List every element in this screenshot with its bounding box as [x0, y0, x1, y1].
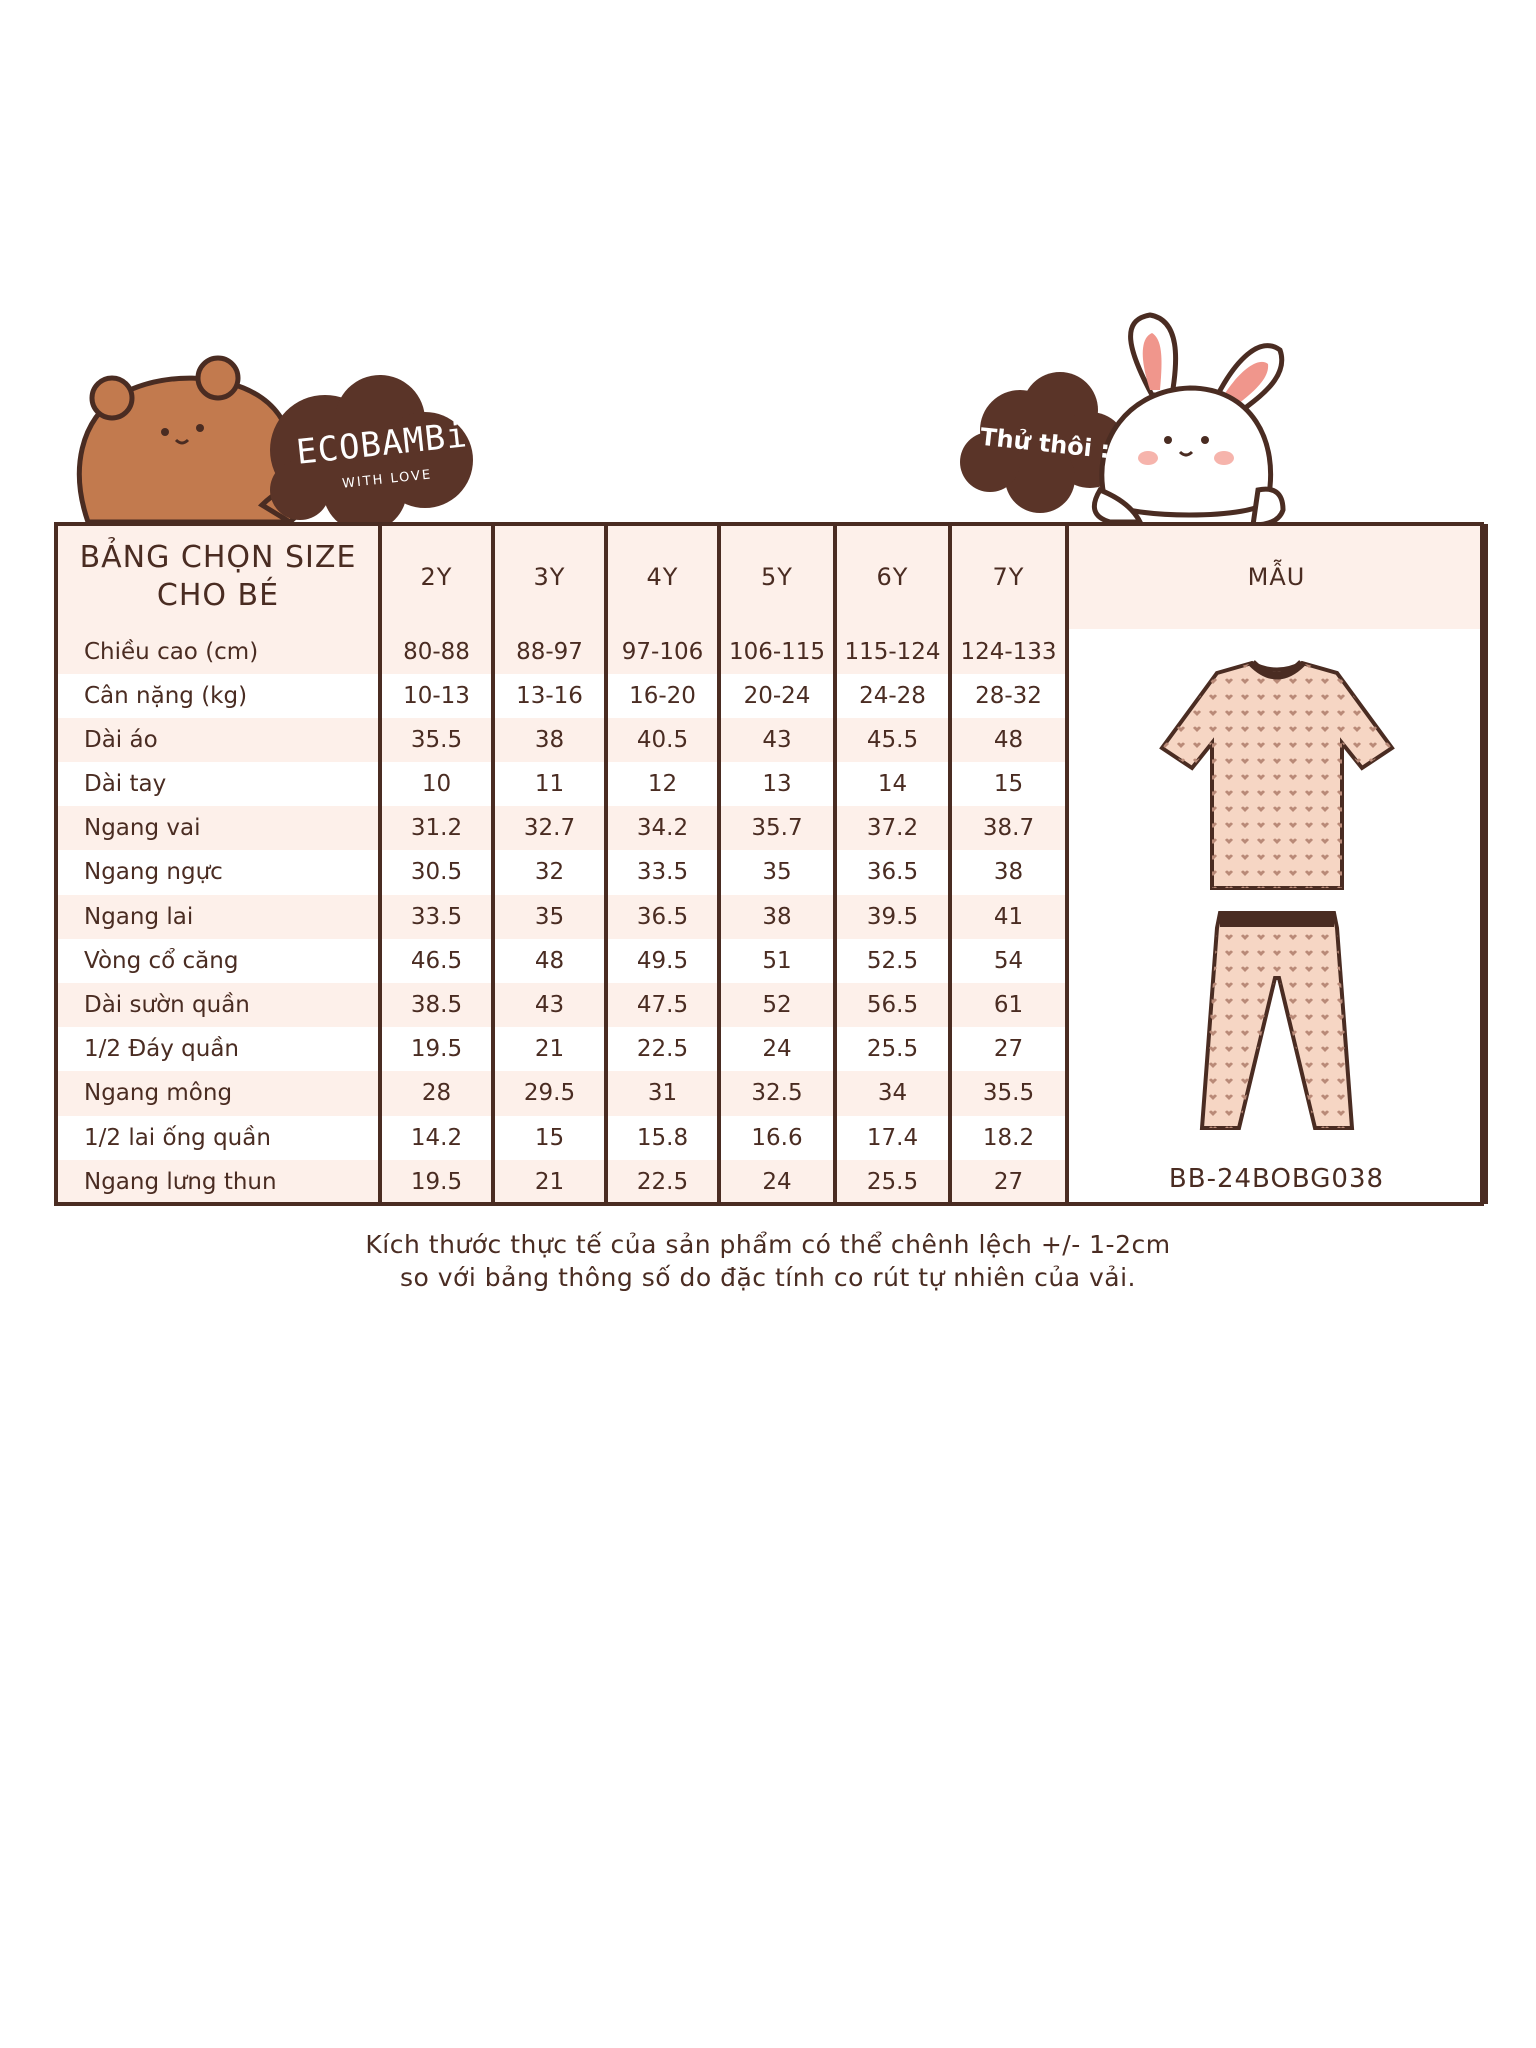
size-header: 5Y — [719, 524, 835, 629]
size-value-cell: 48 — [493, 939, 606, 983]
size-value-cell: 22.5 — [606, 1027, 719, 1071]
size-value-cell: 17.4 — [835, 1116, 950, 1160]
size-value-cell: 38 — [493, 718, 606, 762]
row-label: Dài áo — [56, 718, 380, 762]
bear-mascot-icon — [79, 358, 304, 522]
size-value-cell: 15 — [493, 1116, 606, 1160]
row-label: 1/2 Đáy quần — [56, 1027, 380, 1071]
size-value-cell: 28-32 — [950, 674, 1067, 718]
size-value-cell: 29.5 — [493, 1071, 606, 1115]
table-title-line2: CHO BÉ — [156, 577, 280, 613]
size-value-cell: 80-88 — [380, 629, 493, 673]
table-title — [56, 524, 380, 629]
size-value-cell: 32.5 — [719, 1071, 835, 1115]
size-value-cell: 30.5 — [380, 850, 493, 894]
size-value-cell: 106-115 — [719, 629, 835, 673]
size-value-cell: 49.5 — [606, 939, 719, 983]
size-value-cell: 15 — [950, 762, 1067, 806]
size-value-cell: 41 — [950, 895, 1067, 939]
row-label: Cân nặng (kg) — [56, 674, 380, 718]
brand-tagline: WITH LOVE — [341, 467, 433, 492]
size-value-cell: 33.5 — [380, 895, 493, 939]
size-value-cell: 51 — [719, 939, 835, 983]
size-value-cell: 11 — [493, 762, 606, 806]
size-value-cell: 16.6 — [719, 1116, 835, 1160]
pajama-sample-icon — [1157, 658, 1397, 1158]
size-value-cell: 36.5 — [606, 895, 719, 939]
table-row — [56, 629, 1486, 673]
size-value-cell: 37.2 — [835, 806, 950, 850]
brand-name: ECOBAMBi — [294, 415, 470, 473]
row-label: Dài tay — [56, 762, 380, 806]
size-value-cell: 45.5 — [835, 718, 950, 762]
size-header: 2Y — [380, 524, 493, 629]
row-label: Ngang lưng thun — [56, 1160, 380, 1204]
size-value-cell: 13 — [719, 762, 835, 806]
size-value-cell: 32 — [493, 850, 606, 894]
size-value-cell: 14.2 — [380, 1116, 493, 1160]
size-value-cell: 28 — [380, 1071, 493, 1115]
size-value-cell: 124-133 — [950, 629, 1067, 673]
size-value-cell: 35.7 — [719, 806, 835, 850]
size-value-cell: 15.8 — [606, 1116, 719, 1160]
size-value-cell: 43 — [493, 983, 606, 1027]
size-value-cell: 32.7 — [493, 806, 606, 850]
size-value-cell: 38.5 — [380, 983, 493, 1027]
row-label: Ngang mông — [56, 1071, 380, 1115]
size-value-cell: 38 — [950, 850, 1067, 894]
sample-header: MẪU — [1067, 524, 1486, 629]
size-value-cell: 52 — [719, 983, 835, 1027]
size-value-cell: 31.2 — [380, 806, 493, 850]
size-value-cell: 13-16 — [493, 674, 606, 718]
sample-code: BB-24BOBG038 — [1168, 1164, 1385, 1194]
size-value-cell: 16-20 — [606, 674, 719, 718]
size-value-cell: 19.5 — [380, 1160, 493, 1204]
size-value-cell: 35.5 — [950, 1071, 1067, 1115]
size-value-cell: 14 — [835, 762, 950, 806]
size-value-cell: 27 — [950, 1160, 1067, 1204]
size-value-cell: 12 — [606, 762, 719, 806]
size-value-cell: 34 — [835, 1071, 950, 1115]
table-title-line1: BẢNG CHỌN SIZE — [79, 539, 357, 575]
size-value-cell: 35 — [493, 895, 606, 939]
size-value-cell: 22.5 — [606, 1160, 719, 1204]
size-value-cell: 61 — [950, 983, 1067, 1027]
size-value-cell: 25.5 — [835, 1027, 950, 1071]
size-value-cell: 19.5 — [380, 1027, 493, 1071]
size-value-cell: 38.7 — [950, 806, 1067, 850]
row-label: 1/2 lai ống quần — [56, 1116, 380, 1160]
size-value-cell: 88-97 — [493, 629, 606, 673]
size-value-cell: 20-24 — [719, 674, 835, 718]
size-header: 6Y — [835, 524, 950, 629]
row-label: Chiều cao (cm) — [56, 629, 380, 673]
size-value-cell: 24 — [719, 1160, 835, 1204]
size-value-cell: 34.2 — [606, 806, 719, 850]
row-label: Ngang vai — [56, 806, 380, 850]
size-value-cell: 24 — [719, 1027, 835, 1071]
size-value-cell: 97-106 — [606, 629, 719, 673]
size-value-cell: 33.5 — [606, 850, 719, 894]
size-value-cell: 35 — [719, 850, 835, 894]
bunny-mascot-icon — [1094, 315, 1283, 525]
size-value-cell: 27 — [950, 1027, 1067, 1071]
size-value-cell: 39.5 — [835, 895, 950, 939]
size-value-cell: 21 — [493, 1160, 606, 1204]
size-value-cell: 18.2 — [950, 1116, 1067, 1160]
size-value-cell: 31 — [606, 1071, 719, 1115]
note-line2: so với bảng thông số do đặc tính co rút tự nhiên của vải. — [400, 1263, 1136, 1292]
size-value-cell: 38 — [719, 895, 835, 939]
row-label: Vòng cổ căng — [56, 939, 380, 983]
size-value-cell: 40.5 — [606, 718, 719, 762]
sample-cell — [1067, 629, 1486, 1204]
size-value-cell: 10 — [380, 762, 493, 806]
size-value-cell: 43 — [719, 718, 835, 762]
size-value-cell: 24-28 — [835, 674, 950, 718]
size-value-cell: 115-124 — [835, 629, 950, 673]
size-value-cell: 56.5 — [835, 983, 950, 1027]
size-table — [54, 524, 1488, 1204]
speech-bubble-text: Thử thôi :) — [978, 422, 1123, 466]
size-value-cell: 48 — [950, 718, 1067, 762]
row-label: Ngang lai — [56, 895, 380, 939]
size-header: 3Y — [493, 524, 606, 629]
size-header: 4Y — [606, 524, 719, 629]
size-value-cell: 52.5 — [835, 939, 950, 983]
size-value-cell: 10-13 — [380, 674, 493, 718]
table-header-row — [56, 524, 1486, 629]
size-value-cell: 47.5 — [606, 983, 719, 1027]
row-label: Dài sườn quần — [56, 983, 380, 1027]
size-header: 7Y — [950, 524, 1067, 629]
size-value-cell: 36.5 — [835, 850, 950, 894]
size-value-cell: 54 — [950, 939, 1067, 983]
size-value-cell: 35.5 — [380, 718, 493, 762]
size-value-cell: 25.5 — [835, 1160, 950, 1204]
size-value-cell: 46.5 — [380, 939, 493, 983]
note-line1: Kích thước thực tế của sản phẩm có thể chênh lệch +/- 1-2cm — [365, 1230, 1171, 1259]
row-label: Ngang ngực — [56, 850, 380, 894]
size-value-cell: 21 — [493, 1027, 606, 1071]
